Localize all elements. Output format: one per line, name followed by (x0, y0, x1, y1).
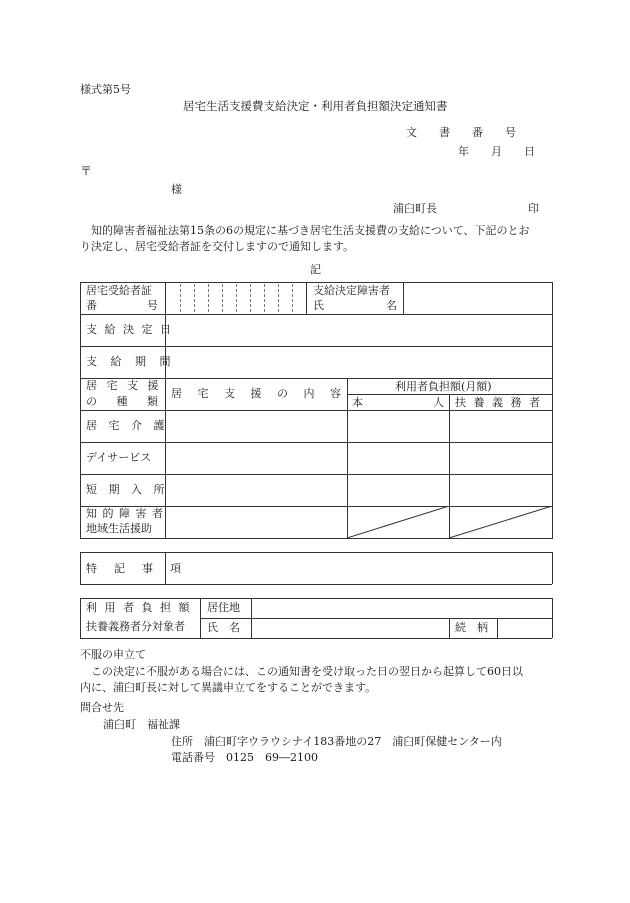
date-label: 年 月 日 (458, 145, 535, 158)
appeal-heading: 不服の申立て (80, 648, 146, 661)
body-line-2: り決定し、居宅受給者証を交付しますので通知します。 (80, 240, 355, 253)
relation-label: 続 柄 (455, 621, 488, 634)
row-short-stay: 短 期 入 所 (86, 483, 169, 496)
document-title: 居宅生活支援費支給決定・利用者負担額決定通知書 (183, 99, 448, 113)
burden-target-label-2: 扶養義務者分対象者 (86, 620, 185, 633)
contact-address: 住所 浦臼町字ウラウシナイ183番地の27 浦臼町保健センター内 (171, 735, 502, 748)
supporter-header: 扶 養 義 務 者 (455, 396, 542, 409)
special-notes-label: 特 記 事 項 (86, 562, 184, 575)
cert-number-label-2: 番 号 (86, 299, 158, 312)
person-label-2: 氏 名 (313, 299, 397, 312)
appeal-line-1: この決定に不服がある場合には、この通知書を受け取った日の翌日から起算して60日以 (91, 665, 523, 678)
support-type-label-1: 居 宅 支 援 (86, 379, 162, 392)
burden-target-label-1: 利 用 者 負 担 額 (86, 601, 192, 614)
diagonal-strike (347, 506, 553, 539)
form-number: 様式第5号 (80, 83, 131, 96)
doc-number-label: 文 書 番 号 (406, 126, 516, 139)
row-home-care: 居 宅 介 護 (86, 419, 169, 432)
person-label-1: 支給決定障害者 (313, 284, 390, 297)
seal-mark: 印 (528, 202, 539, 215)
addressee-suffix: 様 (171, 183, 182, 196)
row-group-home-2: 地域生活援助 (86, 522, 152, 535)
cert-number-label-1: 居宅受給者証 (86, 284, 152, 297)
address-label: 居住地 (207, 601, 240, 614)
decision-date-label: 支 給 決 定 日 (86, 323, 173, 336)
support-type-label-2: の 種 類 (86, 395, 158, 408)
name-label: 氏 名 (207, 621, 240, 634)
ki-mark: 記 (310, 263, 321, 276)
burden-header: 利用者負担額(月額) (395, 380, 492, 393)
appeal-line-2: 内に、浦臼町長に対して異議申立てをすることができます。 (80, 681, 377, 694)
support-content-header: 居 宅 支 援 の 内 容 (171, 387, 347, 400)
contact-heading: 問合せ先 (80, 701, 124, 714)
self-header: 本 人 (352, 396, 444, 409)
contact-phone: 電話番号 0125 69―2100 (171, 751, 318, 764)
contact-department: 浦臼町 福祉課 (103, 718, 180, 731)
row-group-home-1: 知 的 障 害 者 (86, 507, 164, 520)
row-day-service: デイサービス (86, 451, 152, 464)
postal-mark: 〒 (80, 164, 93, 178)
period-label: 支 給 期 間 (86, 355, 176, 368)
body-line-1: 知的障害者福祉法第15条の6の規定に基づき居宅生活支援費の支給について、下記のとお (91, 224, 530, 237)
issuer: 浦臼町長 (393, 202, 437, 215)
